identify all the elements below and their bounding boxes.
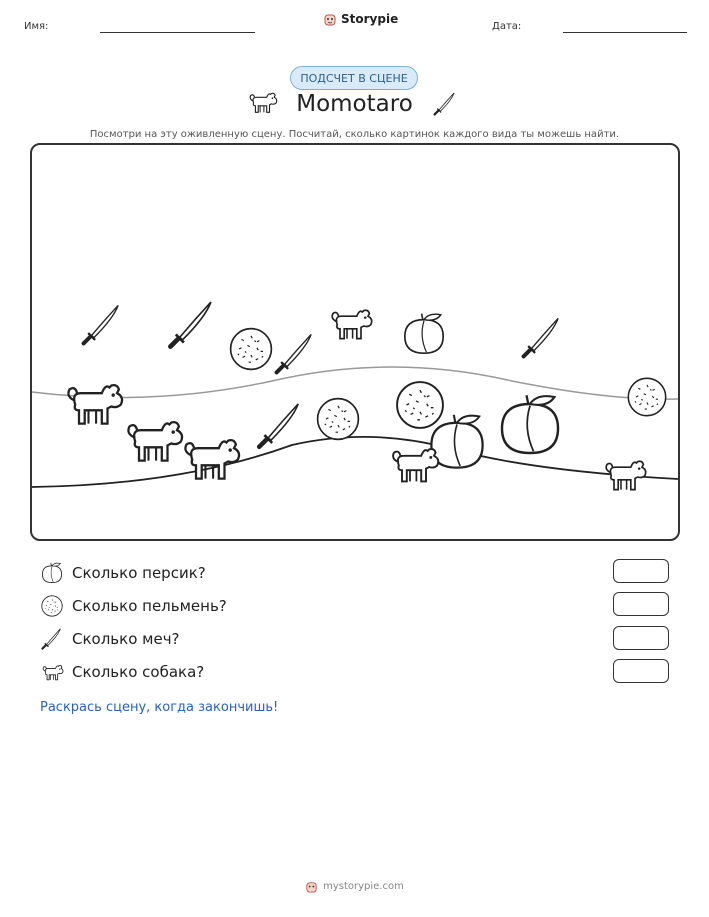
- sword-icon: [432, 91, 458, 117]
- peach-icon: [431, 415, 482, 468]
- dumpling-icon: [40, 594, 64, 618]
- question-text: Сколько собака?: [72, 663, 205, 681]
- question-dog: [40, 660, 204, 684]
- dog-icon: [606, 461, 646, 489]
- dog-icon: [128, 422, 182, 460]
- name-field[interactable]: [100, 32, 255, 33]
- question-text: Сколько пельмень?: [72, 597, 227, 615]
- answer-box-dog[interactable]: [613, 659, 669, 683]
- dog-icon: [185, 440, 239, 478]
- footer: [0, 880, 709, 893]
- storypie-icon: [305, 880, 318, 893]
- sword-icon: [84, 305, 119, 343]
- answer-box-dumpling[interactable]: [613, 592, 669, 616]
- date-field[interactable]: [563, 32, 687, 33]
- counting-scene: [30, 143, 680, 541]
- footer-url: mystorypie.com: [323, 881, 404, 892]
- sword-icon: [170, 302, 211, 347]
- sword-icon: [277, 334, 312, 372]
- dog-icon: [40, 660, 64, 684]
- sword-icon: [40, 627, 64, 651]
- storypie-icon: [323, 12, 337, 26]
- brand-logo: [323, 12, 398, 26]
- sword-icon: [259, 404, 298, 447]
- dumpling-icon: [318, 399, 359, 440]
- answer-box-peach[interactable]: [613, 559, 669, 583]
- question-dumpling: [40, 594, 227, 618]
- question-peach: [40, 561, 206, 585]
- dumpling-icon: [231, 329, 272, 370]
- page-title: Momotaro: [296, 91, 413, 117]
- name-label: Имя:: [24, 21, 49, 32]
- color-prompt: Раскрась сцену, когда закончишь!: [40, 700, 279, 715]
- question-text: Сколько меч?: [72, 630, 180, 648]
- dog-icon: [332, 310, 372, 338]
- question-text: Сколько персик?: [72, 564, 206, 582]
- peach-icon: [502, 395, 558, 453]
- peach-icon: [405, 314, 443, 354]
- date-label: Дата:: [492, 21, 522, 32]
- activity-badge: ПОДСЧЕТ В СЦЕНЕ: [290, 66, 418, 90]
- scene-illustration: [32, 145, 678, 539]
- instructions: Посмотри на эту оживленную сцену. Посчитай, сколько картинок каждого вида ты можешь найти.: [89, 129, 620, 140]
- dumpling-icon: [628, 378, 665, 415]
- dog-icon: [393, 449, 438, 481]
- sword-icon: [524, 318, 559, 356]
- peach-icon: [40, 561, 64, 585]
- question-sword: [40, 627, 180, 651]
- dog-icon: [68, 385, 122, 423]
- brand-name: Storypie: [341, 12, 399, 26]
- answer-box-sword[interactable]: [613, 626, 669, 650]
- dumpling-icon: [397, 382, 443, 428]
